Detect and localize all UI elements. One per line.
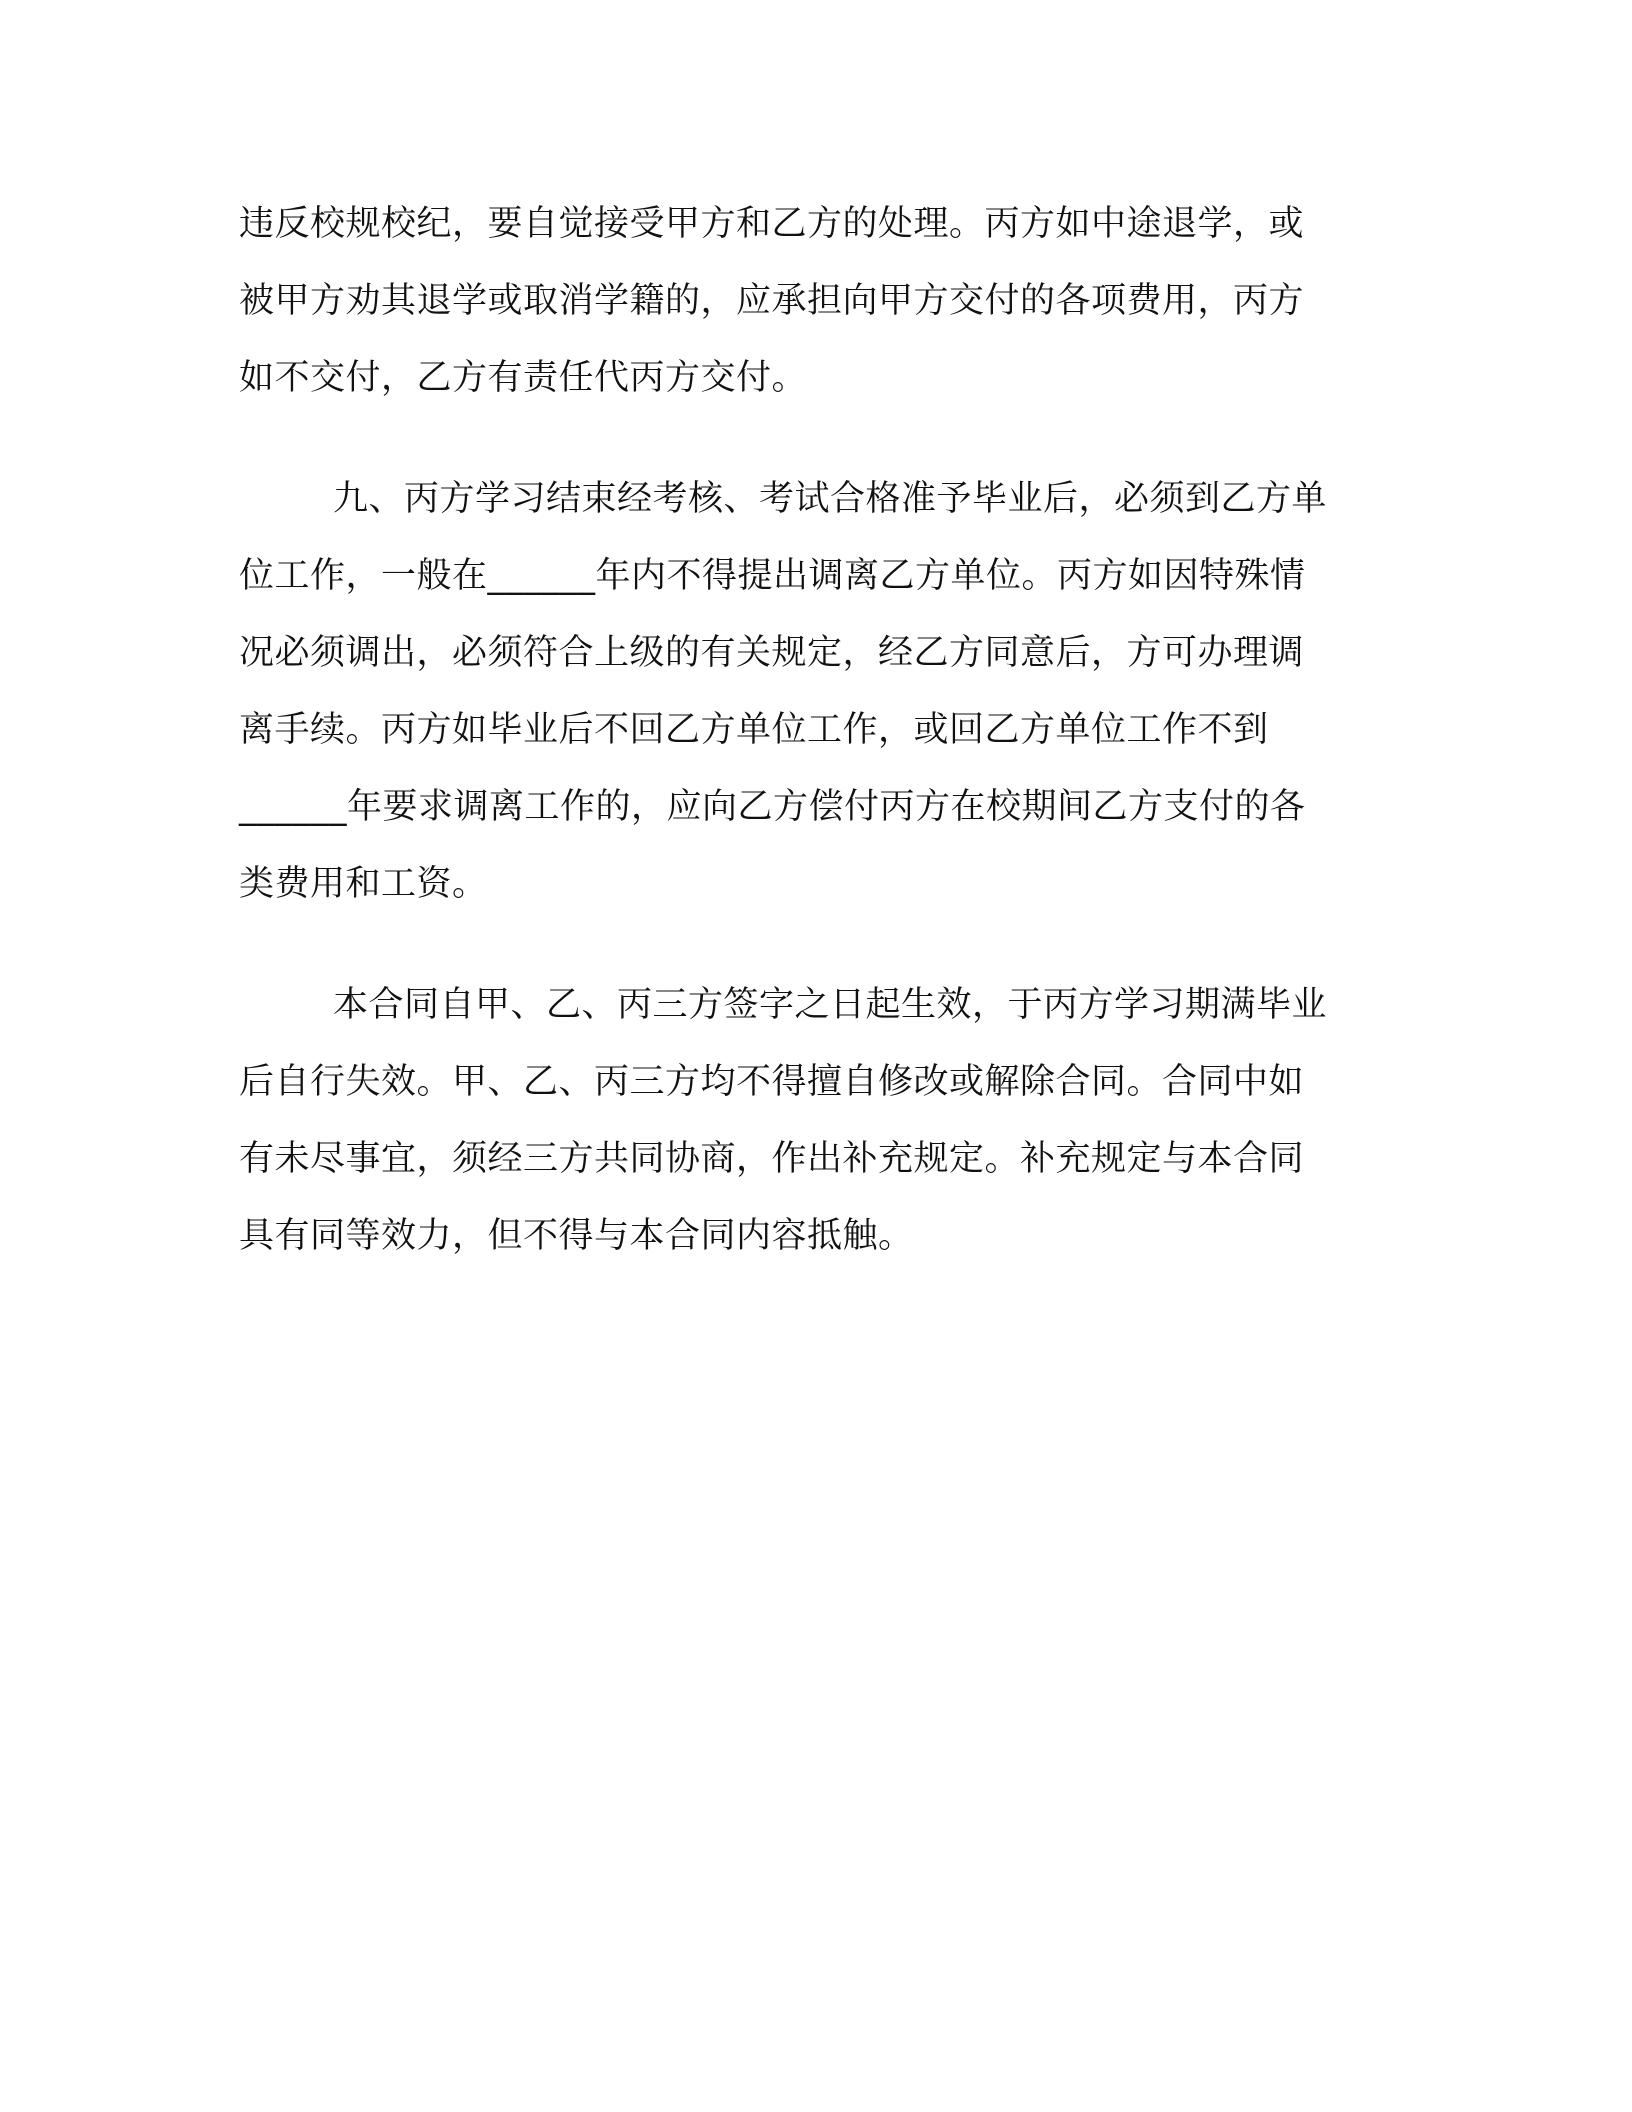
text-line: 被甲方劝其退学或取消学籍的，应承担向甲方交付的各项费用，丙方	[239, 281, 1305, 321]
paragraph-clause-nine	[239, 461, 1379, 923]
text-line: 况必须调出，必须符合上级的有关规定，经乙方同意后，方可办理调	[239, 633, 1305, 673]
text-line: 如不交付，乙方有责任代丙方交付。	[239, 358, 808, 398]
text-line: 九、丙方学习结束经考核、考试合格准予毕业后，必须到乙方单	[333, 479, 1328, 519]
paragraph-continuation	[239, 186, 1379, 417]
text-line: 具有同等效力，但不得与本合同内容抵触。	[239, 1216, 914, 1256]
text-line: 离手续。丙方如毕业后不回乙方单位工作，或回乙方单位工作不到	[239, 710, 1269, 750]
paragraph-effectiveness	[239, 967, 1379, 1275]
text-line: 后自行失效。甲、乙、丙三方均不得擅自修改或解除合同。合同中如	[239, 1062, 1305, 1102]
text-line: 违反校规校纪，要自觉接受甲方和乙方的处理。丙方如中途退学，或	[239, 204, 1305, 244]
text-line: 类费用和工资。	[239, 864, 488, 904]
text-line: 位工作，一般在______年内不得提出调离乙方单位。丙方如因特殊情	[239, 556, 1306, 596]
text-line: ______年要求调离工作的，应向乙方偿付丙方在校期间乙方支付的各	[239, 787, 1306, 827]
document-body	[239, 186, 1379, 1275]
text-line: 有未尽事宜，须经三方共同协商，作出补充规定。补充规定与本合同	[239, 1139, 1305, 1179]
text-line: 本合同自甲、乙、丙三方签字之日起生效，于丙方学习期满毕业	[333, 985, 1328, 1025]
